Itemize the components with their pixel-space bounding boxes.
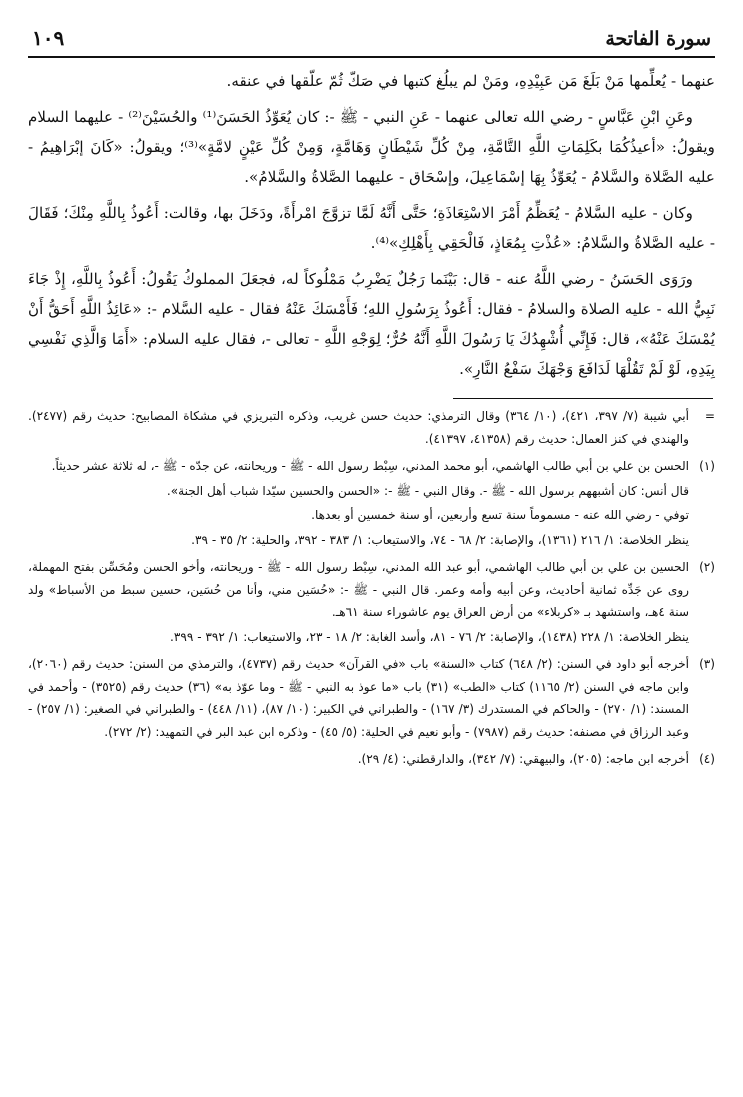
footnote-text: الحسن بن علي بن أبي طالب الهاشمي، أبو محمد المدني، سِبْط رسول الله - ﷺ - وريحانته، عن جدّه - ﷺ -، له ثلاثة عشر حديثاً. — [51, 459, 689, 473]
footnote-marker: = — [704, 409, 715, 423]
book-page — [28, 22, 715, 1082]
page-header — [28, 22, 715, 58]
paragraph: عنهما - يُعلِّمها مَنْ بَلَغَ مَن عَبِيْدِهِ، ومَنْ لم يبلُغ كتبها في صَكّ ثُمّ علّقها في عنقه. — [226, 72, 715, 90]
paragraph: ورَوَى الحَسَنُ - رضي اللَّهُ عنه - قال: بَيْنَما رَجُلٌ يَضْرِبُ مَمْلُوكاً له، فجعَلَ المملوكُ يَقُولُ: أَعُوذُ بِاللَّهِ، إِذْ جَاءَ نَبِيُّ الله - عليه الصلاة والسلامُ - فقال: أَعُوذُ بِرَسُولِ اللهِ؛ فَأَمْسَكَ عَنْهُ فقال - عليه السَّلام -: «عَائِذُ اللَّهِ أَحَقُّ أَنْ يُمْسَكَ عَنْهُ»، قال: فَإِنِّي أُشْهِدُكَ يَا رَسُولَ اللَّهِ أَنَّهُ حُرٌّ؛ لِوَجْهِ اللَّهِ - تعالى -، فقال عليه السلام: «أَمَا وَالَّذِي نَفْسِي بِيَدِهِ، لَوْ لَمْ تَقُلْهَا لَدَافَعَ وَجْهَكَ سَفْعُ النَّارِ». — [28, 270, 715, 378]
paragraph: وعَنِ ابْنِ عَبَّاسٍ - رضي الله تعالى عنهما - عَنِ النبي - ﷺ -: كان يُعَوِّذُ الحَسَنَ⁽¹⁾ والحُسَيْنَ⁽²⁾ - عليهما السلام ويقولُ: «أعيذُكُمَا بكَلِمَاتِ اللَّهِ التَّامَّةِ، مِنْ كُلِّ شَيْطَانٍ وَهَامَّةٍ، وَمِنْ كُلِّ عَيْنٍ لامَّةٍ»⁽³⁾؛ ويقولُ: «كَانَ إبْرَاهِيمُ - عليه الصَّلاة والسَّلامُ - يُعَوِّذُ بِهَا إسْمَاعِيلَ، وإسْحَاق - عليهما الصَّلاةُ والسَّلامُ». — [28, 108, 715, 186]
footnote-text: توفي - رضي الله عنه - مسموماً سنة تسع وأربعين، أو سنة خمسين أو بعدها. — [311, 508, 689, 522]
footnote-text: أخرجه أبو داود في السنن: (٢/ ٦٤٨) كتاب «السنة» باب «في القرآن» حديث رقم (٤٧٣٧)، والترمذي من السنن: حديث رقم (٢٠٦٠)، وابن ماجه في السنن (٢/ ١١٦٥) كتاب «الطب» (٣١) باب «ما عوذ به النبي - ﷺ - وما عوّذ به» (٣٦) حديث رقم (٣٥٢٥) - وأحمد في المسند: (١/ ٢٧٠) - والحاكم في المستدرك (٣/ ١٦٧) - والطبراني في الكبير: (١٠/ ٨٧)، (١١/ ٤٤٨) - والطبراني في الصغير: (١/ ٢٥٧) - وعبد الرزاق في مصنفه: حديث رقم (٧٩٨٧) - وأبو نعيم في الحلية: (٥/ ٤٥) - وذكره ابن عبد البر في التمهيد: (٢/ ٢٧٢). — [28, 657, 690, 739]
footnote-marker: (٢) — [699, 560, 715, 574]
footnote-marker: (١) — [699, 459, 715, 473]
footnote-2 — [28, 556, 715, 650]
footnote-text: قال أنس: كان أشبههم برسول الله - ﷺ -. وقال النبي - ﷺ -: «الحسن والحسين سيّدا شباب أهل الجنة». — [166, 483, 689, 498]
footnote-text: أخرجه ابن ماجه: (٢٠٥)، والبيهقي: (٧/ ٣٤٢)، والدارقطني: (٤/ ٢٩). — [357, 752, 689, 766]
footnote-text: ينظر الخلاصة: ١/ ٢١٦ (١٣٦١)، والإصابة: ٢/ ٦٨ - ٧٤، والاستيعاب: ١/ ٣٨٣ - ٣٩٢، والحلية: ٢/ ٣٥ - ٣٩. — [191, 532, 689, 547]
footnote-continued — [28, 405, 715, 452]
surah-title: سورة الفاتحة — [605, 28, 711, 50]
footnote-1 — [28, 455, 715, 553]
paragraph: وكان - عليه السَّلامُ - يُعَظِّمُ أَمْرَ الاسْتِعَاذَةِ؛ حَتَّى أَنَّهُ لَمَّا تزوَّجَ امْرأَةً، ودَخَلَ بها، وقالت: أَعُوذُ بِاللَّهِ مِنْكَ؛ فَقَالَ - عليه الصَّلاةُ والسَّلامُ: «عُذْتِ بِمُعَاذٍ، فَالْحَقِي بِأَهْلِكِ»⁽⁴⁾. — [28, 204, 715, 252]
page-number: ١٠٩ — [32, 26, 65, 50]
main-text — [28, 66, 715, 384]
footnote-4 — [28, 748, 715, 773]
footnote-text: أبي شيبة (٧/ ٣٩٧، ٤٢١)، (١٠/ ٣٦٤) وقال الترمذي: حديث حسن غريب، وذكره التبريزي في مشكاة المصابيح: حديث رقم (٢٤٧٧). والهندي في كنز العمال: حديث رقم (٤١٣٥٨، ٤١٣٩٧). — [28, 409, 690, 446]
footnote-text: ينظر الخلاصة: ١/ ٢٢٨ (١٤٣٨)، والإصابة: ٢/ ٧٦ - ٨١، وأسد الغابة: ٢/ ١٨ - ٢٣، والاستيعاب: ١/ ٣٩٢ - ٣٩٩. — [170, 629, 689, 644]
footnote-separator — [453, 398, 713, 399]
footnote-text: الحسين بن علي بن أبي طالب الهاشمي، أبو عبد الله المدني، سِبْط رسول الله - ﷺ - وريحانته، وأخو الحسن ومُحَسِّن بفتح المهملة، روى عن جَدِّه ثمانية أحاديث، وعن أبيه وأمه وعمر. قال النبي - ﷺ -: «حُسَين مني، وأنا من حُسَين، حسين سبط من الأسباط» ولد سنة ٤هـ، واستشهد بـ «كربلاء» من أرض العراق يوم عاشوراء سنة ٦١هـ. — [28, 560, 689, 619]
footnote-marker: (٣) — [699, 657, 715, 671]
footnotes — [28, 405, 715, 773]
footnote-3 — [28, 653, 715, 745]
footnote-marker: (٤) — [699, 752, 715, 766]
